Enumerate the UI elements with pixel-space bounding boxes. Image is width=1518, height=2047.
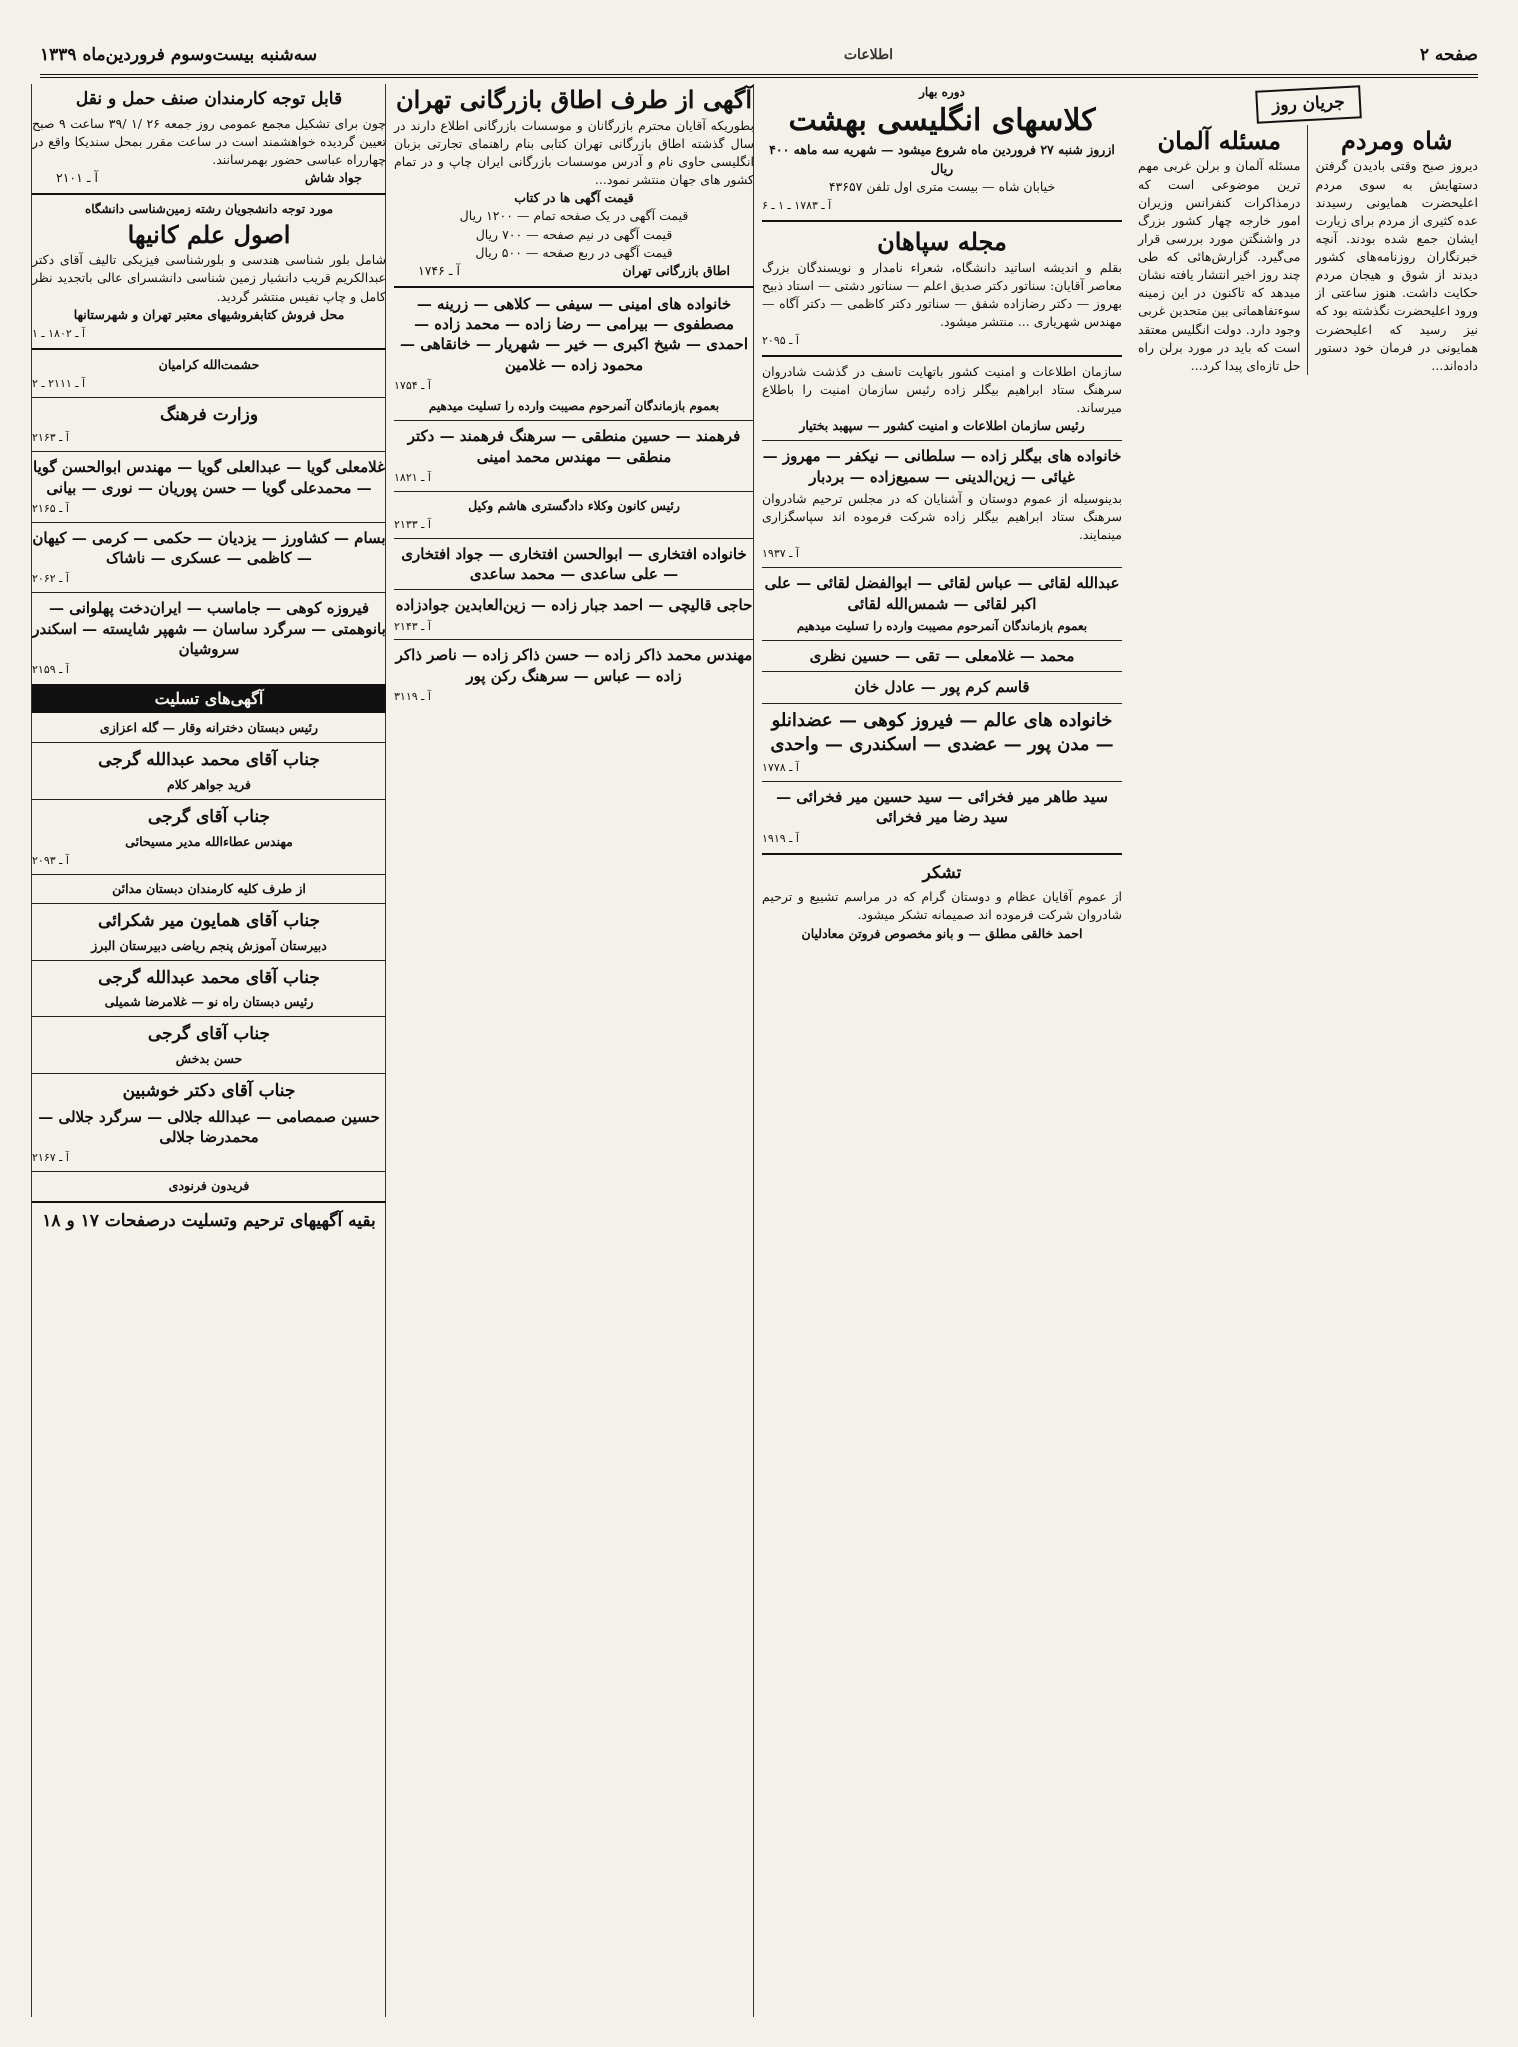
notice-names: حسین صمصامی — عبدالله جلالی — سرگرد جلالی — محمدرضا جلالی [38,1107,380,1147]
ad-code: آ ـ ۲۱۳۳ [394,517,431,531]
column-ads-a [753,84,1130,2017]
notice-names: خانواده های بیگلر زاده — سلطانی — نیکفر — مهروز — غیائی — زین‌الدینی — سمیع‌زاده — بردبار [762,447,1122,486]
notice-names: مهندس محمد ذاکر زاده — حسن ذاکر زاده — ناصر ذاکر زاده — عباس — سرهنگ رکن پور [395,646,753,685]
article-shah [1316,125,1479,375]
notice-sign: رئیس کانون وکلاء دادگستری هاشم وکیل [468,497,680,513]
notice-names: خانواده های امینی — سیفی — کلاهی — زرینه — مصطفوی — بیرامی — رضا زاده — محمد زاده — احمدی — شیخ اکبری — خیر — شهریار — خانقاهی — محمود زاده — غلامین [400,294,748,374]
ad-code: آ ـ ۱۸۰۲ ـ ۱ [32,326,86,340]
notice-names: خانواده افتخاری — ابوالحسن افتخاری — جواد افتخاری — علی ساعدی — محمد ساعدی [401,544,747,583]
notice-body: چون برای تشکیل مجمع عمومی روز جمعه ۲۶ /۱ /۳۹ ساعت ۹ صبح تعیین گردیده خواهشمند است در ساعت مقرر بمحل سندیکا واقع در چهارراه عباسی حضور بهمرسانند. [32,115,387,167]
ad-code: آ ـ ۱۷۴۶ [418,262,460,278]
condolence-sign: مهندس عطاءالله مدیر مسیحائی [125,833,293,849]
notice-sign: حشمت‌الله کرامیان [158,356,260,372]
ad-code: آ ـ ۱۹۱۹ [762,831,799,845]
ad-code: آ ـ ۲۰۶۲ [32,572,69,586]
course-address: خیابان شاه — بیست متری اول تلفن ۴۳۶۵۷ [828,178,1056,194]
paper-name: اطلاعات [843,47,894,63]
notice-names: محمد — غلامعلی — تقی — حسین نظری [809,647,1075,666]
condolence-title: جناب آقای همایون میر شکرائی [97,910,321,931]
notice-names: عبدالله لقائی — عباس لقائی — ابوالفضل لقائی — علی اکبر لقائی — شمس‌الله لقائی [764,574,1120,613]
condolence-sign: حسن بدخش [175,1051,243,1067]
price-full: قیمت آگهی در یک صفحه تمام — ۱۲۰۰ ریال [459,208,689,224]
chamber-body: بطوریکه آقایان محترم بازرگانان و موسسات بازرگانی اطلاع دارند در سال گذشته اطاق بازرگانی تهران کتابی بنام راهنمای تجارتی بزبان انگلیسی حاوی نام و آدرس موسسات بازرگانی ایران چاپ و در تمام کشور های جهان منتشر نمود... [394,117,754,188]
condolence-sign: رئیس دبستان راه نو — غلامرضا شمیلی [104,994,314,1010]
condolence-sign: فرید جواهر کلام [167,776,251,792]
ad-code: آ ـ ۱۷۷۸ [762,761,799,775]
notice-sign: جواد شاش [304,170,362,186]
condolence-sign: فریدون فرنودی [168,1178,250,1194]
ad-code: آ ـ ۲۱۵۹ [32,663,69,677]
notice-closing: بعموم بازماندگان آنمرحوم مصیبت وارده را تسلیت میدهیم [796,618,1088,633]
book-sign: محل فروش کتابفروشیهای معتبر تهران و شهرستانها [73,306,345,322]
book-kicker: مورد توجه دانشجویان رشته زمین‌شناسی دانشگاه [84,202,334,217]
article-germany [1138,125,1308,375]
condolence-title: جناب آقای گرجی [147,1024,271,1045]
course-details: ازروز شنبه ۲۷ فروردین ماه شروع میشود — شهریه سه ماهه ۴۰۰ ریال [769,142,1115,176]
columns [32,84,1478,2017]
column-ads-b [385,84,762,2017]
notice-names: خانواده های عالم — فیروز کوهی — عضدانلو — مدن پور — عضدی — اسکندری — واحدی [770,709,1114,755]
notice-names: قاسم کرم پور — عادل خان [854,678,1030,697]
condolence-sign: رئیس دبستان دخترانه وقار — گله اعزازی [99,720,319,736]
section-tag: جریان روز [1255,85,1361,123]
article-title: مسئله آلمان [1157,125,1281,155]
thanks-title: تشکر [922,862,962,883]
date-line: سه‌شنبه بیست‌وسوم فروردین‌ماه ۱۳۳۹ [40,45,318,65]
chamber-sign: اطاق بازرگانی تهران [622,262,730,278]
notice-names: غلامعلی گویا — عبدالعلی گویا — مهندس ابوالحسن گویا — محمدعلی گویا — حسن پوریان — نوری — بیانی [33,458,385,497]
course-kicker: دوره بهار [919,85,965,99]
notice-names: فرهمند — حسین منطقی — سرهنگ فرهمند — دکتر منطقی — مهندس محمد امینی [407,427,741,466]
notice-names: بسام — کشاورز — یزدیان — حکمی — کرمی — کیهان — کاظمی — عسکری — ناشاک [32,528,386,568]
book-body: شامل بلور شناسی هندسی و بلورشناسی فیزیکی تالیف آقای دکتر عبدالکریم قریب دانشیار زمین شناسی دانشسرای عالی باتجدید نظر کامل و چاپ نفیس منتشر گردید. [32,252,386,304]
footer-note: بقیه آگهیهای ترحیم وتسلیت درصفحات ۱۷ و ۱۸ [42,1211,376,1232]
ad-code: آ ـ ۳۱۱۹ [394,689,431,703]
price-label: قیمت آگهی ها در کتاب [514,190,634,206]
column-ads-c [31,84,394,2017]
ad-code: آ ـ ۲۱۰۱ [56,170,98,186]
article-title: شاه ومردم [1340,125,1453,155]
notice-names: سید طاهر میر فخرائی — سید حسین میر فخرائی — سید رضا میر فخرائی [776,788,1108,827]
ad-code: آ ـ ۱۷۵۴ [394,378,431,392]
ad-code: آ ـ ۱۹۳۷ [762,547,799,561]
condolence-title: جناب آقای دکتر خوشبین [122,1081,296,1102]
notice-body: سازمان اطلاعات و امنیت کشور باتهایت تاسف در گذشت شادروان سرهنگ ستاد ابراهیم بیگلر زاده رئیس سازمان امنیت را باطلاع میرساند. [762,363,1122,416]
ad-code: آ ـ ۲۱۱۱ ـ ۲ [32,376,86,390]
magazine-title: مجله سپاهان [877,226,1007,256]
page-number: صفحه ۲ [1419,45,1478,65]
notice-sign: رئیس سازمان اطلاعات و امنیت کشور — سپهبد بختیار [799,418,1085,434]
condolence-title: جناب آقای گرجی [147,807,271,828]
notice-footer [32,169,386,187]
masthead [40,36,1478,78]
column-editorial [1130,84,1478,2017]
ad-code: آ ـ ۲۱۶۵ [32,501,69,515]
book-title: اصول علم کانیها [127,219,291,249]
ad-code: آ ـ ۲۱۶۷ [32,1151,69,1165]
ad-code: آ ـ ۲۰۹۵ [762,334,799,347]
ad-code: آ ـ ۲۱۴۳ [394,619,431,633]
chamber-footer [394,262,754,280]
price-quarter: قیمت آگهی در ربع صفحه — ۵۰۰ ریال [475,244,673,260]
notice-body: بدینوسیله از عموم دوستان و آشنایان که در مجلس ترحیم شادروان سرهنگ ستاد ابراهیم بیگلر زاده شرکت فرموده اند سپاسگزاری مینمایند. [762,490,1122,543]
article-body: دیروز صبح وقتی بادیدن گرفتن دستهایش به سوی مردم اعلیحضرت همایونی رسیدند عده کثیری از مردم برای زیارت ایشان جمع شده بودند. آنچه خبرنگاران روزنامه‌های کشور دیدند از شوق و هیجان مردم حکایت داشت. هنوز ساعتی از ورود اعلیحضرت نگذشته بود که نیز رسید که اعلیحضرت همایونی در فرمان خود دستور داده‌اند... [1315,158,1478,373]
ad-code: آ ـ ۱۸۲۱ [394,470,431,484]
ad-code: آ ـ ۱۷۸۳ ـ ۱ ـ ۶ [762,198,832,212]
thanks-sign: احمد خالقی مطلق — و بانو مخصوص فروتن معادلیان [801,925,1083,941]
notice-sign: وزارت فرهنگ [159,404,259,425]
condolence-header: آگهی‌های تسلیت [32,684,386,713]
notice-title: قابل توجه کارمندان صنف حمل و نقل [75,89,343,109]
magazine-body: بقلم و اندیشه اساتید دانشگاه، شعراء نامدار و نویسندگان بزرگ معاصر آقایان: سناتور دکتر صدیق اعلم — سناتور دشتی — استاد ذبیح بهروز — دکتر رضازاده شفق — سناتور دکتر کاظمی — دکتر آگاه — مهندس شهریاری ... منتشر میشود. [762,259,1122,329]
chamber-title: آگهی از طرف اطاق بازرگانی تهران [396,85,752,114]
editorial-split [1138,125,1478,375]
course-title: کلاسهای انگلیسی بهشت [788,103,1096,139]
notice-names: فیروزه کوهی — جاماسب — ایران‌دخت پهلوانی — بانوهمتی — سرگرد ساسان — شهپر شایسته — اسکندر سروشیان [32,599,386,658]
condolence-title: جناب آقای محمد عبدالله گرجی [98,967,320,988]
article-body: مسئله آلمان و برلن غربی مهم ترین موضوعی است که درمذاکرات کنفرانس وزیران امور خارجه چهار کشور بزرگ در واشنگتن مورد بررسی قرار می‌گیرد. گزارش‌هائی که طی چند روز اخیر انتشار یافته نشان میدهد که تاکنون در این زمینه سوءتفاهماتی بین متحدین غربی وجود دارد. دولت انگلیس معتقد است که باید در مورد برلن راه حل تازه‌ای پیدا کرد... [1138,158,1301,373]
condolence-sign: از طرف کلیه کارمندان دبستان مدائن [112,880,306,896]
notice-names: حاجی قالیچی — احمد جبار زاده — زین‌العابدین جوادزاده [395,596,753,615]
ad-code: آ ـ ۲۱۶۳ [32,431,69,445]
thanks-body: از عموم آقایان عظام و دوستان گرام که در مراسم تشییع و ترحیم شادروان شرکت فرموده اند صمیمانه تشکر میشود. [762,889,1122,923]
condolence-title: جناب آقای محمد عبدالله گرجی [98,750,320,771]
ad-code: آ ـ ۲۰۹۳ [32,853,69,867]
price-half: قیمت آگهی در نیم صفحه — ۷۰۰ ریال [475,226,673,242]
condolence-sign: دبیرستان آموزش پنجم ریاضی دبیرستان البرز [91,937,327,953]
notice-closing: بعموم بازماندگان آنمرحوم مصیبت وارده را تسلیت میدهیم [428,398,720,413]
